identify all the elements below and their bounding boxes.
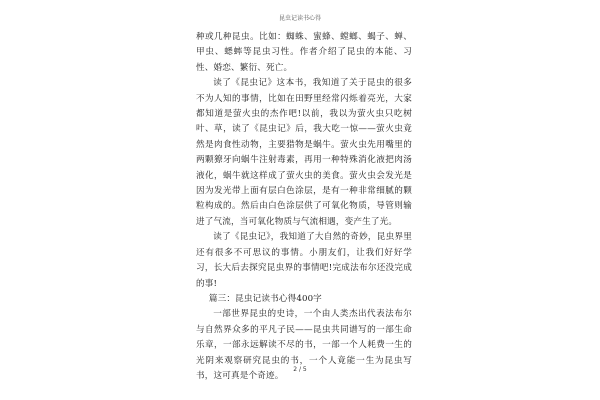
page-number: 2 / 5: [293, 366, 307, 373]
paragraph-4: 一部世界昆虫的史诗，一个由人类杰出代表法布尔与自然界众多的平凡子民——昆虫共同谱写的一部生命乐章，一部永远解读不尽的书，一部一个人耗费一生的光阴来观察研究昆虫的书，一个人竟能一生为昆虫写书，这可真是个奇迹。: [196, 309, 412, 381]
paragraph-2: 读了《昆虫记》这本书，我知道了关于昆虫的很多不为人知的事情，比如在田野里经常闪烁着亮光，大家都知道是萤火虫的杰作吧!以前，我以为萤火虫只吃树叶、草，读了《昆虫记》后，我大吃一惊——萤火虫竟然是肉食性动物，主要猎物是蜗牛。萤火虫先用嘴里的两颗獠牙向蜗牛注射毒素，再用一种特殊消化液把肉汤液化，蜗牛就这样成了萤火虫的美食。萤火虫会发光是因为发光带上面有层白色涂层，是有一种非常细腻的颗粒构成的。然后由白色涂层供了可氧化物质，导管则输进了气流，当可氧化物质与气流相遇，变产生了光。: [196, 78, 412, 227]
section-heading: 篇三：昆虫记读书心得400字: [208, 293, 322, 304]
paragraph-3: 读了《昆虫记》，我知道了大自然的奇妙，昆虫界里还有很多不可思议的事情。小朋友们，让我们好好学习，长大后去探究昆虫界的事情吧!完成法布尔还没完成的事!: [196, 232, 412, 289]
document-body: [196, 30, 412, 384]
paragraph-1: 种或几种昆虫。比如：蜘蛛、蜜蜂、螳螂、蝎子、蝉、甲虫、蟋蟀等昆虫习性。作者介绍了昆虫的本能、习性、婚恋、繁衍、死亡。: [196, 32, 412, 73]
page-header-title: 昆虫记读书心得: [278, 15, 321, 22]
